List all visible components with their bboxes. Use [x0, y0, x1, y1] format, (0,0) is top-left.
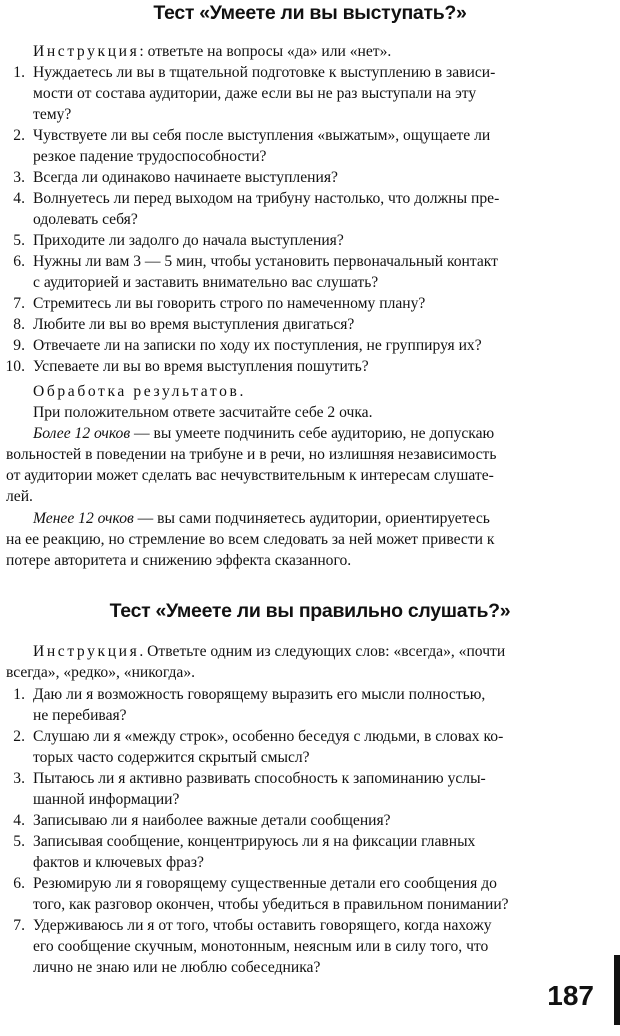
- question-text-line: лично не знаю или не люблю собеседника?: [33, 959, 321, 976]
- question-text-line: не перебивая?: [33, 707, 127, 724]
- question-text-line: шанной информации?: [33, 791, 180, 808]
- question-number: 4.: [13, 190, 25, 207]
- question-number: 5.: [13, 232, 25, 249]
- page-number: 187: [547, 980, 594, 1011]
- question-number: 7.: [13, 917, 25, 934]
- result-text-line: на ее реакцию, но стремление во всем следовать за ней может привести к: [6, 531, 495, 548]
- test1-instruction: [33, 42, 391, 61]
- result-text-line: от аудитории может сделать вас нечувствительным к интересам слушате-: [6, 467, 494, 484]
- instruction-text-line: всегда», «редко», «никогда».: [6, 664, 196, 681]
- question-text-line: Записывая сообщение, концентрируюсь ли я на фиксации главных: [33, 833, 476, 850]
- thumb-index-mark: [614, 955, 620, 1025]
- question-text-line: Чувствуете ли вы себя после выступления «выжатым», ощущаете ли: [33, 127, 491, 144]
- test1-instruction-label: Инструкция: [33, 43, 140, 60]
- question-number: 8.: [13, 316, 25, 333]
- test1-processing-text: При положительном ответе засчитайте себе 2 очка.: [33, 404, 373, 421]
- question-text-line: Стремитесь ли вы говорить строго по намеченному плану?: [33, 295, 426, 312]
- question-text-line: Удерживаюсь ли я от того, чтобы оставить говорящего, когда нахожу: [33, 917, 492, 934]
- result-more-label: Более 12 очков: [33, 425, 131, 442]
- test1-processing-label: Обработка результатов.: [33, 383, 246, 400]
- result-less-label: Менее 12 очков: [33, 510, 134, 527]
- question-text-line: фактов и ключевых фраз?: [33, 854, 204, 871]
- question-text-line: Слушаю ли я «между строк», особенно беседуя с людьми, в словах ко-: [33, 728, 504, 745]
- question-number: 6.: [13, 875, 25, 892]
- question-number: 4.: [13, 812, 25, 829]
- test1-title: Тест «Умеете ли вы выступать?»: [153, 2, 467, 24]
- question-text-line: резкое падение трудоспособности?: [33, 148, 267, 165]
- question-text-line: Пытаюсь ли я активно развивать способность к запоминанию услы-: [33, 770, 486, 787]
- question-number: 2.: [13, 127, 25, 144]
- question-number: 1.: [13, 686, 25, 703]
- question-number: 7.: [13, 295, 25, 312]
- question-text-line: Нужны ли вам 3 — 5 мин, чтобы установить первоначальный контакт: [33, 253, 498, 270]
- test2-instruction-label: Инструкция: [33, 643, 140, 660]
- question-text-line: Приходите ли задолго до начала выступления?: [33, 232, 344, 249]
- result-text-line: лей.: [6, 488, 33, 505]
- question-text-line: тему?: [33, 106, 72, 123]
- question-text-line: Записываю ли я наиболее важные детали сообщения?: [33, 812, 391, 829]
- result-text-line: вольностей в поведении на трибуне и в речи, но излишняя независимость: [6, 446, 497, 463]
- question-text-line: Волнуетесь ли перед выходом на трибуну настолько, что должны пре-: [33, 190, 500, 207]
- question-text-line: Нуждаетесь ли вы в тщательной подготовке к выступлению в зависи-: [33, 64, 496, 81]
- question-number: 1.: [13, 64, 25, 81]
- result-text-line: Менее 12 очков — вы сами подчиняетесь аудитории, ориентируетесь: [33, 510, 490, 527]
- question-text-line: торых часто содержится скрытый смысл?: [33, 749, 310, 766]
- question-text-line: одолевать себя?: [33, 211, 138, 228]
- question-number: 3.: [13, 169, 25, 186]
- question-text-line: с аудиторией и заставить внимательно вас слушать?: [33, 274, 379, 291]
- question-text-line: Любите ли вы во время выступления двигаться?: [33, 316, 355, 333]
- question-text-line: мости от состава аудитории, даже если вы не раз выступали на эту: [33, 85, 477, 102]
- test1-instruction-text: : ответьте на вопросы «да» или «нет».: [139, 43, 392, 60]
- question-text-line: того, как разговор окончен, чтобы убедиться в правильном понимании?: [33, 896, 509, 913]
- question-number: 6.: [13, 253, 25, 270]
- result-text-line: Более 12 очков — вы умеете подчинить себе аудиторию, не допускаю: [33, 425, 495, 442]
- question-number: 10.: [5, 358, 25, 375]
- question-number: 2.: [13, 728, 25, 745]
- instruction-text-line: Инструкция. Ответьте одним из следующих слов: «всегда», «почти: [33, 643, 506, 660]
- question-text-line: Всегда ли одинаково начинаете выступления?: [33, 169, 338, 186]
- question-text-line: Даю ли я возможность говорящему выразить его мысли полностью,: [33, 686, 486, 703]
- question-text-line: его сообщение скучным, монотонным, неясным или в силу того, что: [33, 938, 489, 955]
- result-text-line: потере авторитета и снижению эффекта сказанного.: [6, 552, 352, 569]
- question-number: 5.: [13, 833, 25, 850]
- question-text-line: Успеваете ли вы во время выступления пошутить?: [33, 358, 369, 375]
- question-number: 9.: [13, 337, 25, 354]
- question-text-line: Резюмирую ли я говорящему существенные детали его сообщения до: [33, 875, 497, 892]
- test2-title: Тест «Умеете ли вы правильно слушать?»: [109, 600, 511, 622]
- question-text-line: Отвечаете ли на записки по ходу их поступления, не группируя их?: [33, 337, 482, 354]
- question-number: 3.: [13, 770, 25, 787]
